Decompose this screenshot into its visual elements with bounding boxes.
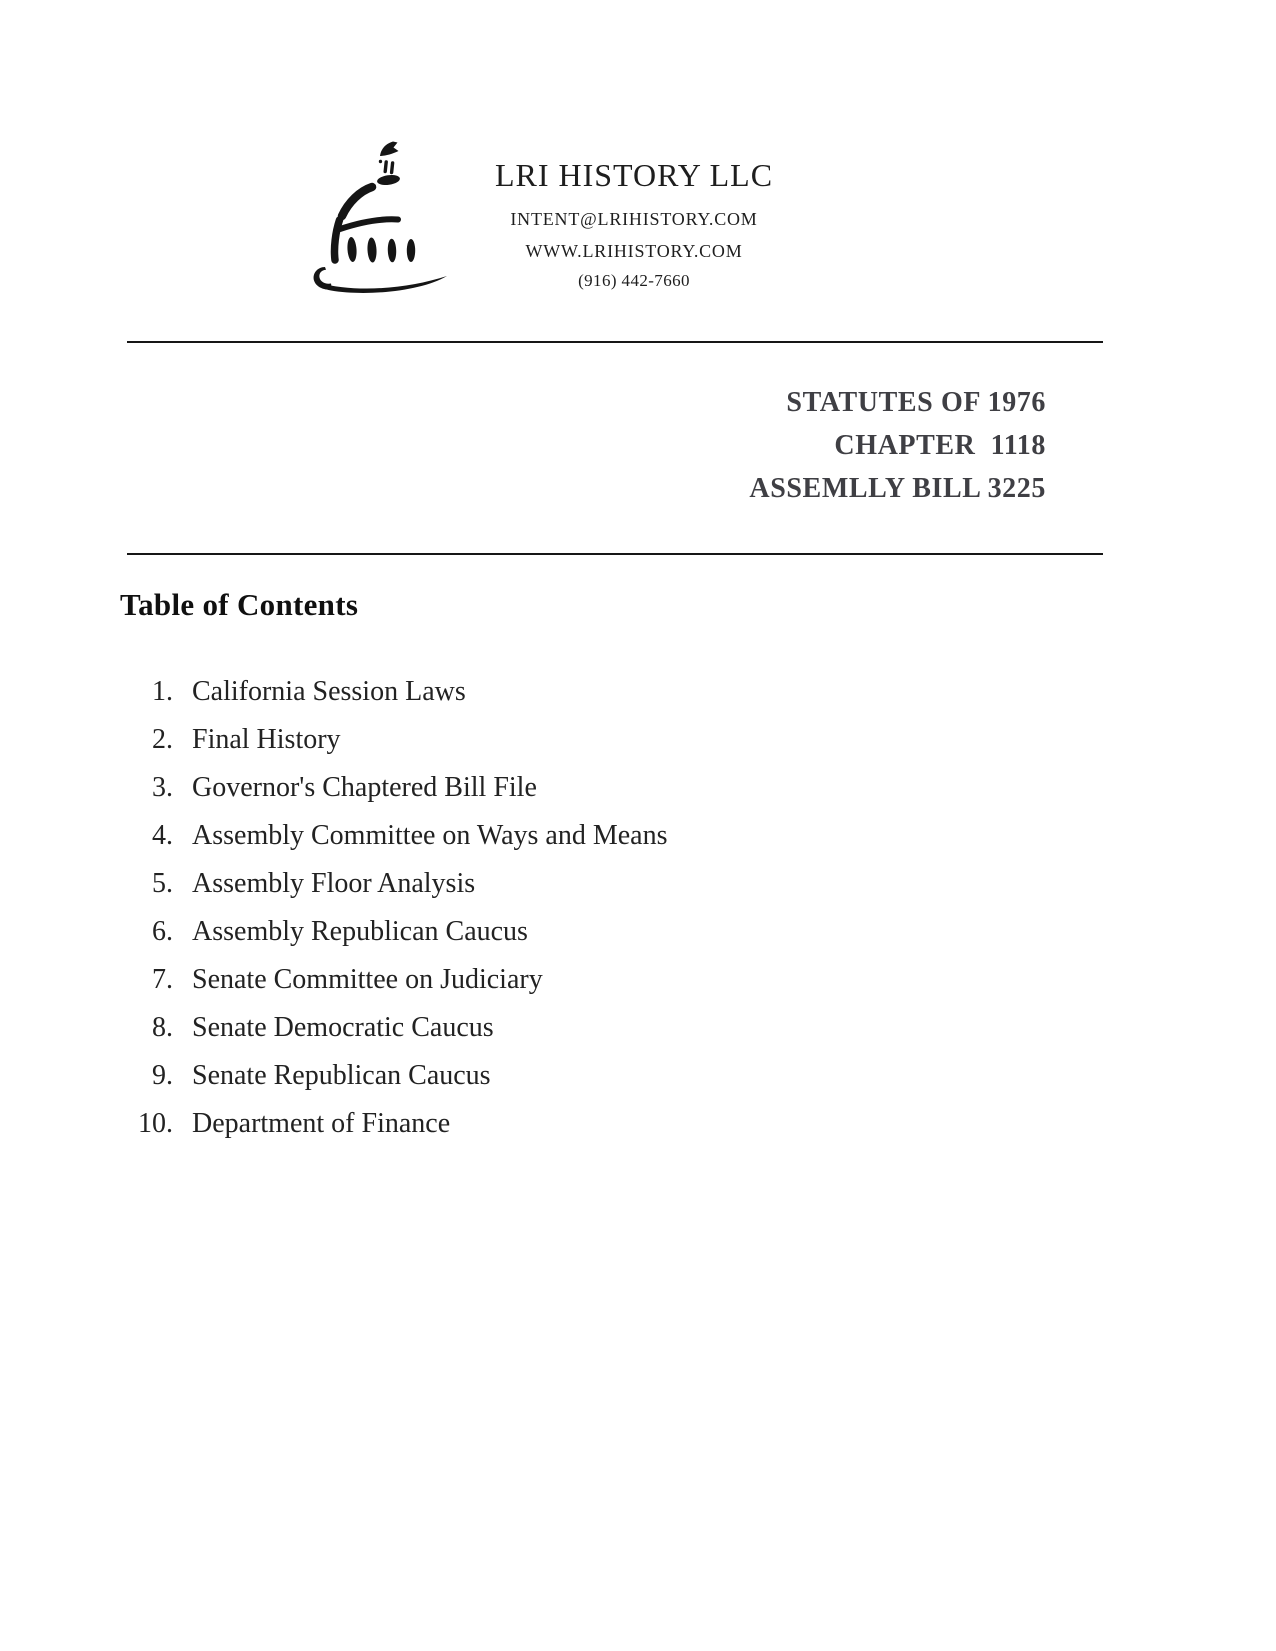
logo-dome-curve	[342, 187, 372, 216]
statutes-line: STATUTES OF 1976	[786, 387, 1046, 418]
toc-heading: Table of Contents	[120, 587, 359, 622]
logo-dome-base	[340, 219, 398, 229]
capitol-dome-logo	[293, 118, 468, 300]
assembly-bill-line: ASSEMLLY BILL 3225	[749, 473, 1046, 504]
toc-item	[118, 716, 668, 764]
company-name: LRI HISTORY LLC	[494, 157, 774, 193]
toc-item-number: 10.	[138, 1108, 173, 1139]
toc-item	[118, 812, 668, 860]
toc-item-number: 3.	[152, 772, 173, 803]
divider-bottom	[127, 553, 1103, 555]
toc-item	[118, 1004, 668, 1052]
toc-item-number: 5.	[152, 868, 173, 899]
toc-item-number: 7.	[152, 964, 173, 995]
toc-item-label: Assembly Committee on Ways and Means	[192, 820, 668, 851]
logo-flag	[380, 142, 399, 157]
company-email: INTENT@LRIHISTORY.COM	[510, 209, 758, 229]
toc-item	[118, 764, 668, 812]
toc-item-label: California Session Laws	[192, 676, 466, 707]
company-website: WWW.LRIHISTORY.COM	[525, 241, 743, 261]
logo-tick-1	[385, 162, 386, 172]
logo-column-2	[367, 237, 377, 262]
toc-item-label: Department of Finance	[192, 1108, 451, 1139]
toc-item-label: Senate Republican Caucus	[192, 1060, 491, 1091]
toc-item-label: Final History	[192, 724, 341, 755]
toc-item-number: 8.	[152, 1012, 173, 1043]
logo-swoosh	[319, 276, 447, 293]
toc-item-number: 9.	[152, 1060, 173, 1091]
document-title-block	[749, 381, 1046, 510]
logo-left-pillar	[335, 220, 340, 260]
company-phone: (916) 442-7660	[578, 271, 690, 290]
toc-item-label: Governor's Chaptered Bill File	[192, 772, 537, 803]
divider-top	[127, 341, 1103, 343]
logo-tick-dot	[379, 160, 382, 163]
toc-item	[118, 956, 668, 1004]
toc-item-number: 2.	[152, 724, 173, 755]
toc-list	[118, 668, 668, 1148]
toc-item-label: Senate Committee on Judiciary	[192, 964, 543, 995]
toc-item-number: 6.	[152, 916, 173, 947]
toc-item-label: Assembly Floor Analysis	[192, 868, 476, 899]
toc-item-label: Assembly Republican Caucus	[192, 916, 528, 947]
logo-column-4	[407, 239, 415, 262]
toc-item	[118, 860, 668, 908]
toc-item	[118, 1052, 668, 1100]
letterhead	[450, 156, 818, 293]
logo-column-1	[347, 237, 358, 263]
logo-column-3	[387, 239, 396, 263]
toc-item-number: 4.	[152, 820, 173, 851]
toc-item	[118, 908, 668, 956]
toc-item	[118, 668, 668, 716]
toc-item-number: 1.	[152, 676, 173, 707]
toc-item-label: Senate Democratic Caucus	[192, 1012, 494, 1043]
logo-lantern	[376, 174, 400, 187]
toc-item	[118, 1100, 668, 1148]
logo-tick-2	[392, 163, 393, 173]
chapter-line: CHAPTER 1118	[834, 430, 1046, 461]
